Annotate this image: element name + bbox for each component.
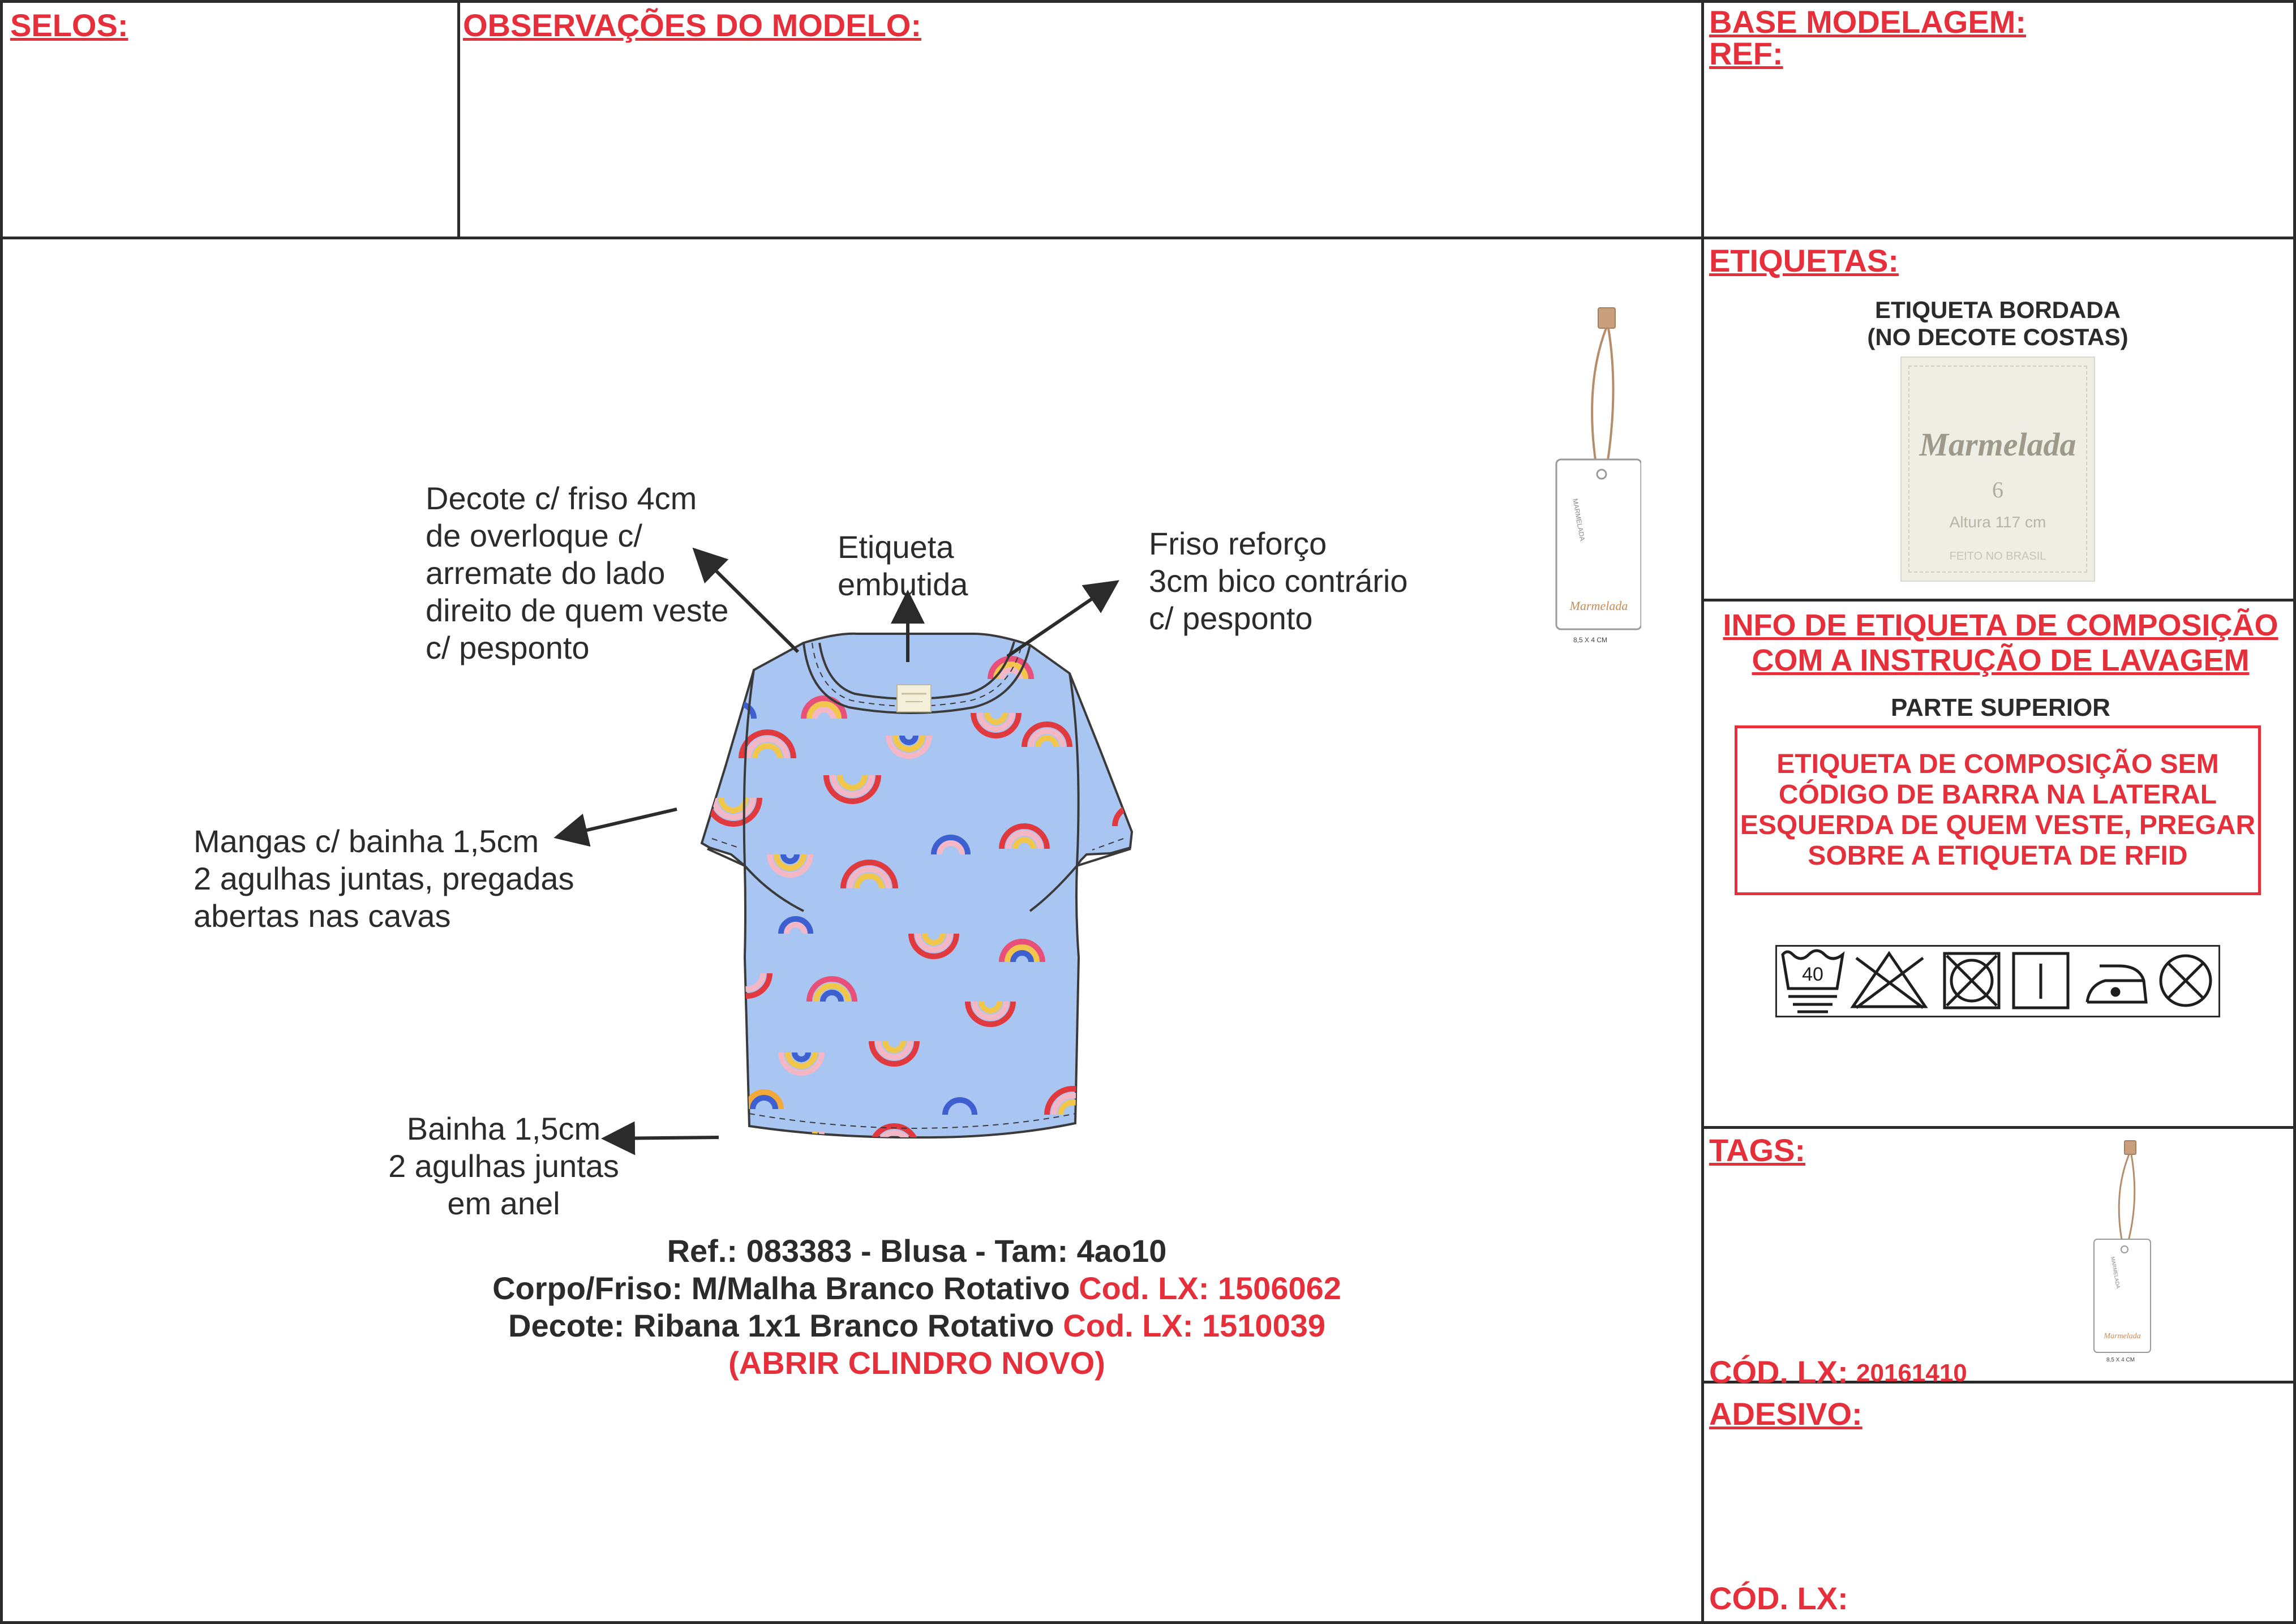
annotation-mangas bbox=[194, 823, 574, 935]
etiqueta-bordada-line2: (NO DECOTE COSTAS) bbox=[1867, 324, 2128, 350]
product-corpo-line bbox=[317, 1270, 1517, 1307]
annotation-etiqueta-line: Etiqueta bbox=[838, 529, 954, 565]
arrow-friso bbox=[1007, 584, 1114, 656]
parte-superior-label: PARTE SUPERIOR bbox=[1891, 694, 2110, 721]
annotation-friso-line: Friso reforço bbox=[1149, 526, 1327, 561]
hang-tag-main-side-text: MARMELADA bbox=[1571, 498, 1587, 542]
annotation-decote-line: c/ pesponto bbox=[426, 630, 590, 665]
cod-lx-adesivo-label: CÓD. LX: bbox=[1709, 1580, 1848, 1616]
tags-header: TAGS: bbox=[1709, 1132, 1806, 1168]
woven-label-height: Altura 117 cm bbox=[1949, 513, 2046, 531]
annotation-friso-line: c/ pesponto bbox=[1149, 600, 1313, 636]
product-decote-code: Cod. LX: 1510039 bbox=[1063, 1308, 1325, 1343]
adesivo-header: ADESIVO: bbox=[1709, 1396, 1862, 1432]
product-decote-line bbox=[317, 1307, 1517, 1344]
composicao-instruction-text: ETIQUETA DE COMPOSIÇÃO SEM CÓDIGO DE BARRA NA LATERAL ESQUERDA DE QUEM VESTE, PREGAR SOBRE A ETIQUETA DE RFID bbox=[1740, 749, 2256, 871]
annotation-decote-line: de overloque c/ bbox=[426, 518, 642, 553]
annotation-etiqueta-line: embutida bbox=[838, 566, 968, 602]
cod-lx-tags-label: CÓD. LX: bbox=[1709, 1354, 1848, 1390]
annotation-decote bbox=[426, 480, 728, 667]
product-note: (ABRIR CLINDRO NOVO) bbox=[728, 1345, 1105, 1381]
product-info bbox=[317, 1232, 1517, 1382]
annotation-bainha bbox=[379, 1110, 628, 1222]
ref-header: REF: bbox=[1709, 36, 1783, 71]
product-decote-material: Decote: Ribana 1x1 Branco Rotativo bbox=[508, 1308, 1063, 1343]
hang-tag-small-brand: Marmelada bbox=[2104, 1332, 2141, 1341]
etiqueta-bordada-line1: ETIQUETA BORDADA bbox=[1875, 297, 2121, 323]
annotation-decote-line: arremate do lado bbox=[426, 555, 666, 591]
composicao-title-1: INFO DE ETIQUETA DE COMPOSIÇÃO bbox=[1723, 608, 2278, 642]
annotation-decote-line: Decote c/ friso 4cm bbox=[426, 480, 697, 516]
composicao-title-2: COM A INSTRUÇÃO DE LAVAGEM bbox=[1752, 643, 2250, 677]
annotation-friso bbox=[1149, 525, 1408, 637]
product-corpo-material: Corpo/Friso: M/Malha Branco Rotativo bbox=[492, 1270, 1079, 1306]
annotation-bainha-line: 2 agulhas juntas bbox=[388, 1148, 619, 1184]
hang-tag-main-size: 8,5 X 4 CM bbox=[1573, 636, 1608, 644]
woven-label-size: 6 bbox=[1992, 477, 2003, 502]
product-corpo-code: Cod. LX: 1506062 bbox=[1079, 1270, 1341, 1306]
selos-header: SELOS: bbox=[10, 7, 128, 43]
annotation-etiqueta bbox=[838, 529, 968, 603]
annotation-mangas-line: abertas nas cavas bbox=[194, 898, 451, 934]
hang-tag-small-side-text: MARMELADA bbox=[2110, 1256, 2121, 1289]
hang-tag-main-brand: Marmelada bbox=[1569, 599, 1628, 613]
cod-lx-tags-value: 20161410 bbox=[1856, 1359, 1967, 1387]
product-ref-line: Ref.: 083383 - Blusa - Tam: 4ao10 bbox=[667, 1233, 1167, 1269]
observacoes-header: OBSERVAÇÕES DO MODELO: bbox=[463, 7, 922, 43]
woven-label-brand: Marmelada bbox=[1919, 426, 2076, 463]
annotation-mangas-line: Mangas c/ bainha 1,5cm bbox=[194, 823, 539, 859]
etiquetas-header: ETIQUETAS: bbox=[1709, 243, 1899, 278]
annotation-friso-line: 3cm bico contrário bbox=[1149, 563, 1408, 599]
arrow-mangas bbox=[560, 809, 677, 836]
annotation-bainha-line: Bainha 1,5cm bbox=[406, 1111, 601, 1146]
annotation-mangas-line: 2 agulhas juntas, pregadas bbox=[194, 861, 574, 896]
annotation-bainha-line: em anel bbox=[447, 1185, 560, 1221]
wash-temperature: 40 bbox=[1802, 964, 1823, 985]
hang-tag-small-size: 8,5 X 4 CM bbox=[2106, 1357, 2135, 1363]
annotation-decote-line: direito de quem veste bbox=[426, 592, 729, 628]
woven-label-made: FEITO NO BRASIL bbox=[1949, 550, 2046, 562]
base-modelagem-header: BASE MODELAGEM: bbox=[1709, 4, 2026, 40]
